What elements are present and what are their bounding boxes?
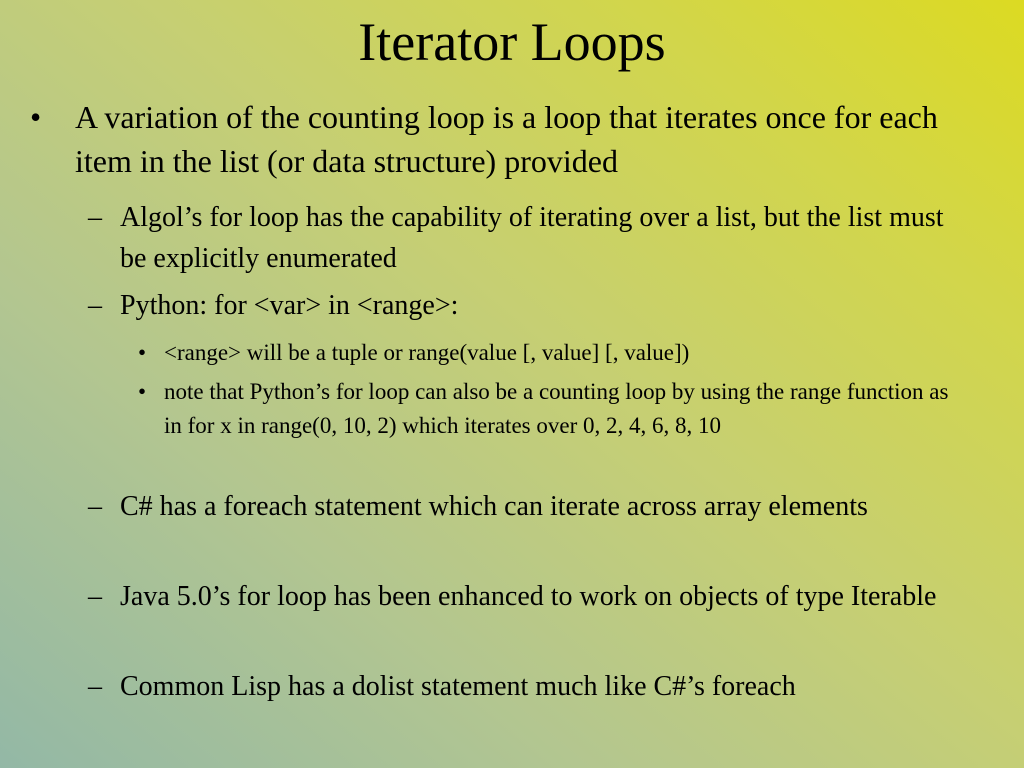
bullet-marker: •	[30, 99, 42, 135]
sub-bullet-marker: •	[138, 340, 147, 365]
dash-text: Java 5.0’s for loop has been enhanced to work on objects of type Iterable	[120, 581, 937, 612]
dash-text: Algol’s for loop has the capability of iterating over a list, but the list must be explicitly enumerated	[120, 202, 944, 274]
sub-bullet-item	[138, 375, 970, 443]
dash-marker: –	[88, 290, 102, 321]
bullet-text: A variation of the counting loop is a loop that iterates once for each item in the list (or data structure) provided	[75, 99, 938, 179]
dash-text: Common Lisp has a dolist statement much like C#’s foreach	[120, 671, 796, 702]
dash-item	[88, 666, 968, 707]
dash-marker: –	[88, 671, 102, 702]
sub-bullet-text: note that Python’s for loop can also be a counting loop by using the range function as in for x in range(0, 10, 2) which iterates over 0, 2, 4, 6, 8, 10	[164, 379, 949, 438]
dash-item	[88, 576, 968, 617]
dash-marker: –	[88, 491, 102, 522]
dash-text: Python: for <var> in <range>:	[120, 290, 459, 321]
dash-marker: –	[88, 202, 102, 233]
dash-text: C# has a foreach statement which can iterate across array elements	[120, 491, 868, 522]
sub-bullet-item	[138, 336, 970, 370]
dash-item	[88, 197, 968, 279]
dash-marker: –	[88, 581, 102, 612]
sub-bullet-text: <range> will be a tuple or range(value [, value] [, value])	[164, 340, 690, 365]
dash-item	[88, 285, 968, 326]
slide-title: Iterator Loops	[358, 12, 666, 72]
dash-item	[88, 486, 968, 527]
bullet-item	[30, 95, 990, 183]
sub-bullet-marker: •	[138, 379, 147, 404]
